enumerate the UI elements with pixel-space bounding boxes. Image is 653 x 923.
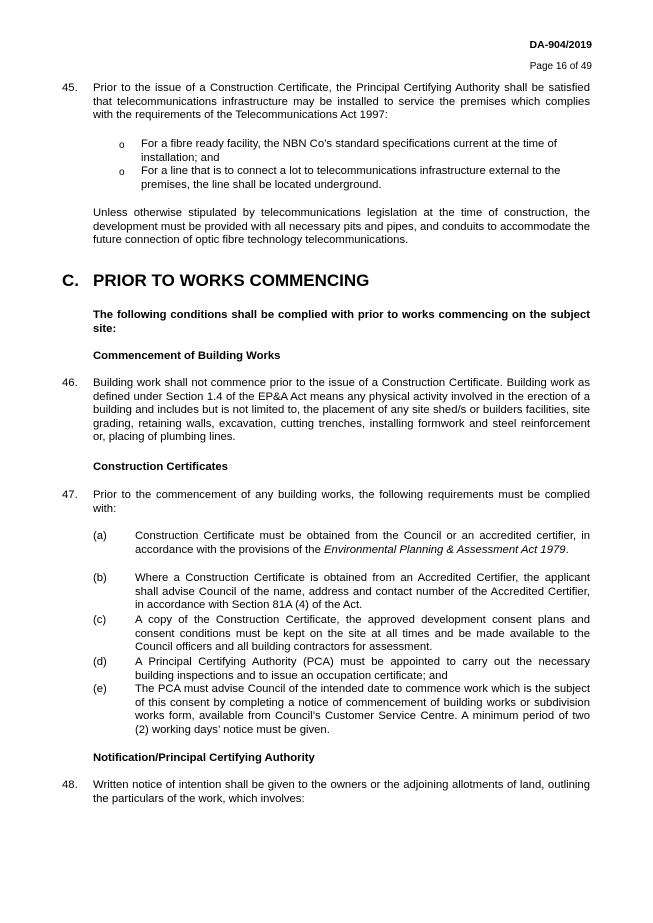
sub-item-marker: (b): [93, 572, 107, 584]
sub-item-e: The PCA must advise Council of the intended date to commence work which is the subject of this consent by completing a notice of commencement of building works or subdivision works form, available from Council’s Customer Service Centre. A minimum period of two (2) working days’ notice must be given.: [135, 683, 590, 736]
section-title: PRIOR TO WORKS COMMENCING: [93, 271, 370, 290]
condition-45-closing: Unless otherwise stipulated by telecommunications legislation at the time of construction, the development must be provided with all necessary pits and pipes, and conduits to accommodate the future connection of optic fibre technology telecommunications.: [93, 207, 590, 247]
section-c-intro: The following conditions shall be complied with prior to works commencing on the subject site:: [93, 309, 590, 335]
condition-45-number: 45.: [62, 82, 78, 94]
sub-item-a: Construction Certificate must be obtained from the Council or an accredited certifier, in accordance with the provisions of the Environmental Planning & Assessment Act 1979.: [135, 530, 590, 556]
document-reference: DA-904/2019: [529, 39, 592, 51]
condition-48-text: Written notice of intention shall be given to the owners or the adjoining allotments of land, outlining the particulars of the work, which involves:: [93, 779, 590, 805]
bullet-marker: o: [119, 167, 125, 178]
condition-46-text: Building work shall not commence prior to the issue of a Construction Certificate. Building work as defined under Section 1.4 of the EP&A Act means any physical activity involved in the erection of a building and includes but is not limited to, the placement of any site shed/s or builders facilities, site grading, retaining walls, excavation, cutting trenches, installing formwork and steel reinforcement or, placing of plumbing lines.: [93, 377, 590, 444]
condition-45-text: Prior to the issue of a Construction Certificate, the Principal Certifying Authority shall be satisfied that telecommunications infrastructure may be installed to service the premises which complies with the requirements of the Telecommunications Act 1997:: [93, 82, 590, 122]
condition-47-text: Prior to the commencement of any building works, the following requirements must be complied with:: [93, 489, 590, 515]
section-c-heading: [62, 271, 369, 291]
bullet-item-line: For a line that is to connect a lot to telecommunications infrastructure external to the premises, the line shall be located underground.: [141, 165, 561, 191]
sub-item-marker: (a): [93, 530, 107, 542]
sub-item-d: A Principal Certifying Authority (PCA) must be appointed to carry out the necessary building inspections and to issue an occupation certificate; and: [135, 656, 590, 682]
section-letter: C.: [62, 271, 79, 290]
sub-item-marker: (d): [93, 656, 107, 668]
sub-item-c: A copy of the Construction Certificate, the approved development consent plans and consent conditions must be kept on the site at all times and be made available to the Council officers and all building contractors for assessment.: [135, 614, 590, 654]
heading-commencement-building-works: Commencement of Building Works: [93, 350, 281, 362]
page-number: Page 16 of 49: [529, 61, 592, 72]
heading-construction-certificates: Construction Certificates: [93, 461, 228, 473]
condition-47-number: 47.: [62, 489, 78, 501]
bullet-marker: o: [119, 140, 125, 151]
sub-item-marker: (e): [93, 683, 107, 695]
condition-46-number: 46.: [62, 377, 78, 389]
sub-item-marker: (c): [93, 614, 107, 626]
sub-item-b: Where a Construction Certificate is obtained from an Accredited Certifier, the applicant shall advise Council of the name, address and contact number of the Accredited Certifier, in accordance with Section 81A (4) of the Act.: [135, 572, 590, 612]
bullet-item-fibre: For a fibre ready facility, the NBN Co’s standard specifications current at the time of installation; and: [141, 138, 557, 164]
condition-48-number: 48.: [62, 779, 78, 791]
heading-notification-pca: Notification/Principal Certifying Authority: [93, 752, 315, 764]
